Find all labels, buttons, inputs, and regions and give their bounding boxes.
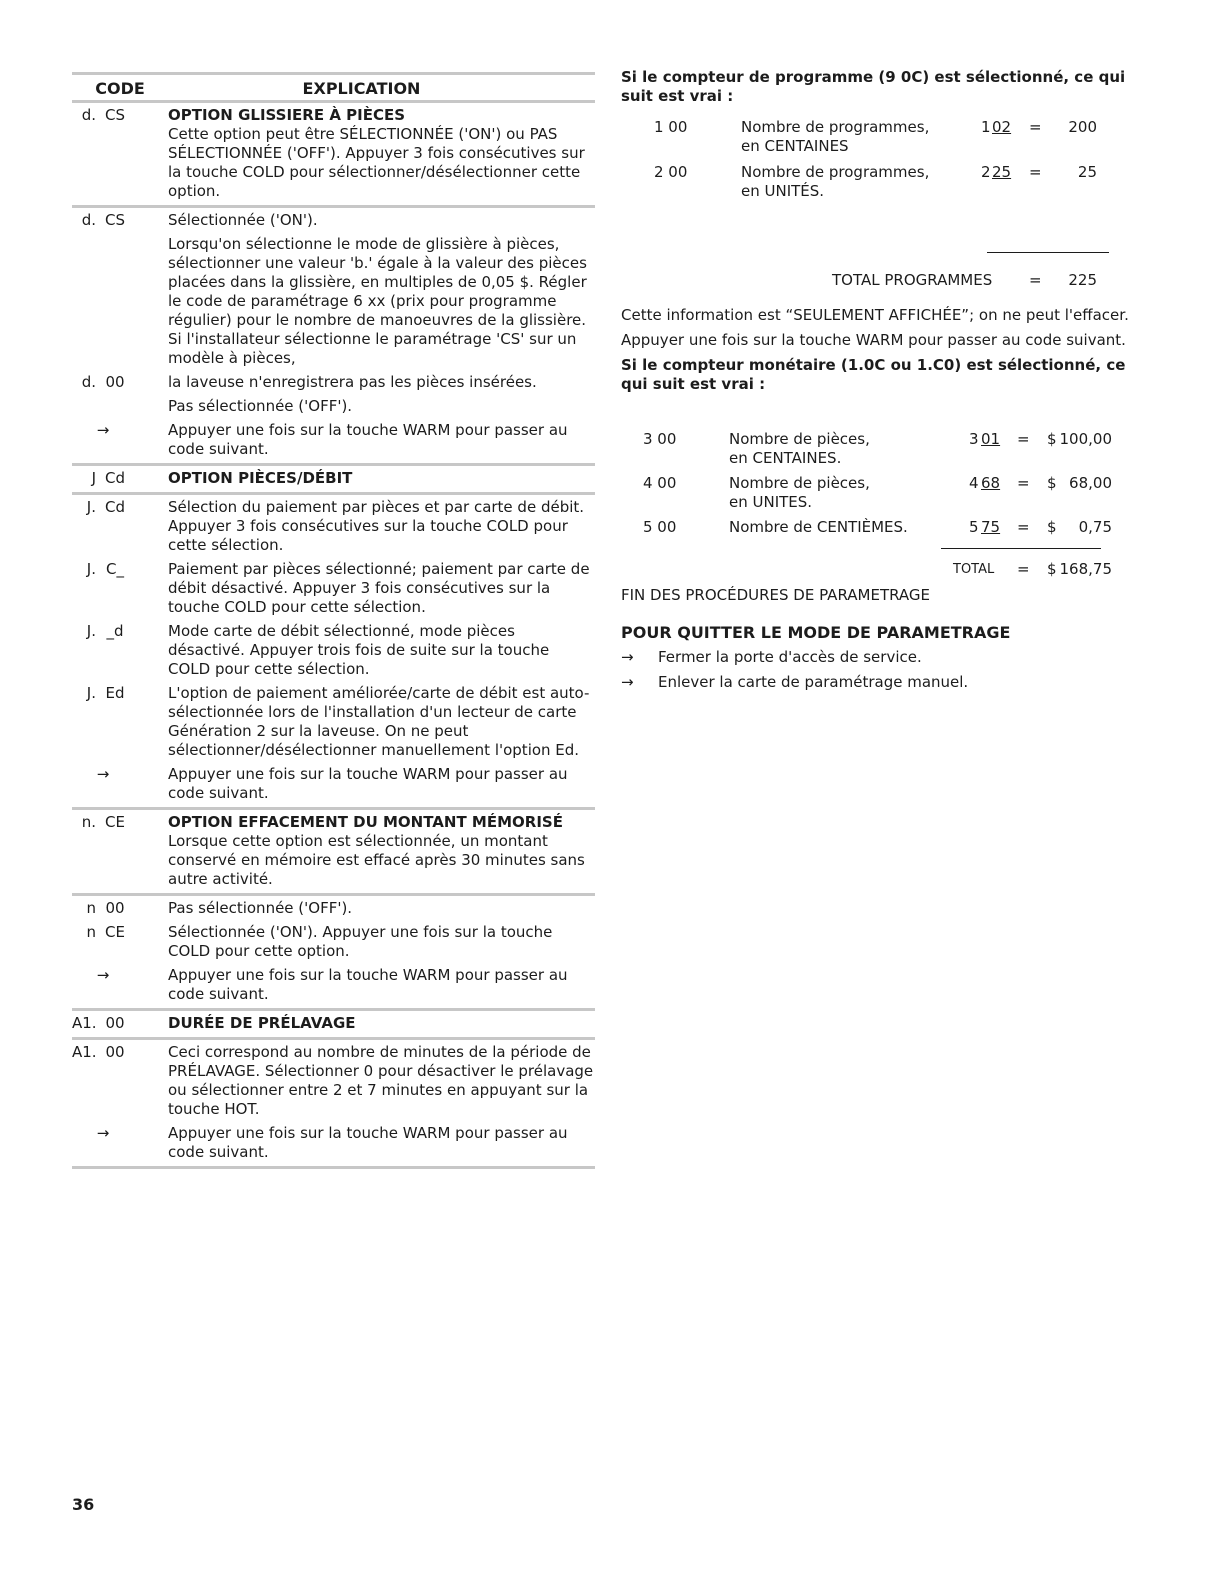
table-row <box>72 1043 595 1119</box>
table-section <box>72 466 595 495</box>
code-letter <box>72 235 96 368</box>
program-counter-heading: Si le compteur de programme (9 0C) est sélectionné, ce qui suit est vrai : <box>621 68 1126 105</box>
table-header <box>72 72 595 103</box>
row-label: Nombre de CENTIÈMES. <box>729 518 908 536</box>
row-label: Nombre de pièces, <box>729 474 870 492</box>
option-description: Paiement par pièces sélectionné; paiement par carte de débit désactivé. Appuyer 3 fois consécutives sur la touche COLD pour cette sélection. <box>168 560 590 616</box>
option-description: Sélectionnée ('ON'). <box>168 211 318 229</box>
table-row <box>72 1124 595 1162</box>
info-display-only: Cette information est “SEULEMENT AFFICHÉE”; on ne peut l'effacer. <box>621 306 1129 324</box>
option-title: DURÉE DE PRÉLAVAGE <box>168 1014 356 1032</box>
quit-step <box>621 673 1151 692</box>
row-currency: $ <box>1047 518 1057 536</box>
row-equals: = <box>1017 518 1030 536</box>
table-row <box>72 899 595 918</box>
code-letter: n <box>86 899 96 917</box>
explication-text <box>134 560 595 617</box>
option-description: Appuyer une fois sur la touche WARM pour passer au code suivant. <box>168 1124 568 1161</box>
money-total-currency: $ <box>1047 560 1057 578</box>
explication-text <box>134 684 595 760</box>
divider-line <box>987 252 1109 253</box>
table-row <box>72 622 595 679</box>
table-section <box>72 208 595 466</box>
code-letter: J. <box>86 560 96 578</box>
explication-text <box>134 106 595 201</box>
code-letter: J. <box>86 498 96 516</box>
quit-step-text: Enlever la carte de paramétrage manuel. <box>658 673 969 691</box>
right-column <box>621 68 1151 698</box>
row-label-2: en UNITES. <box>729 493 813 511</box>
page-number: 36 <box>72 1495 95 1514</box>
option-title: OPTION EFFACEMENT DU MONTANT MÉMORISÉ <box>168 813 563 831</box>
row-label-2: en UNITÉS. <box>741 182 825 200</box>
arrow-icon: → <box>621 673 634 691</box>
explication-text <box>134 813 595 889</box>
money-counter-table <box>621 406 1151 586</box>
row-equals: = <box>1029 163 1042 181</box>
row-label-2: en CENTAINES. <box>729 449 842 467</box>
option-description: Appuyer une fois sur la touche WARM pour passer au code suivant. <box>168 966 568 1003</box>
option-description: Cette option peut être SÉLECTIONNÉE ('ON') ou PAS SÉLECTIONNÉE ('OFF'). Appuyer 3 fois consécutives sur la touche COLD pour sélectionner/désélectionner cette option. <box>168 125 585 200</box>
option-description: la laveuse n'enregistrera pas les pièces insérées. <box>168 373 537 391</box>
row-code: 1 00 <box>654 118 688 136</box>
code-letter: d. <box>81 106 96 124</box>
table-section <box>72 810 595 896</box>
option-description: L'option de paiement améliorée/carte de débit est auto-sélectionnée lors de l'installation d'un lecteur de carte Génération 2 sur la laveuse. On ne peut sélectionner/désélectionner manuellement l'option Ed. <box>168 684 590 759</box>
code-letter: n <box>86 923 96 941</box>
option-description: Ceci correspond au nombre de minutes de la période de PRÉLAVAGE. Sélectionner 0 pour désactiver le prélavage ou sélectionner entre 2 et 7 minutes en appuyant sur la touche HOT. <box>168 1043 594 1118</box>
end-procedures: FIN DES PROCÉDURES DE PARAMETRAGE <box>621 586 931 604</box>
code-value: Cd <box>105 469 125 487</box>
row-result: 200 <box>1068 118 1097 136</box>
table-row <box>72 211 595 230</box>
arrow-icon: → <box>96 1124 110 1142</box>
code-value: C_ <box>106 560 124 578</box>
table-row <box>72 397 595 416</box>
row-result: 100,00 <box>1059 430 1112 448</box>
row-value: 25 <box>992 163 1012 181</box>
code-letter: J. <box>86 684 96 702</box>
explication-text <box>134 622 595 679</box>
row-result: 0,75 <box>1078 518 1112 536</box>
info-press-warm: Appuyer une fois sur la touche WARM pour passer au code suivant. <box>621 331 1126 349</box>
arrow-icon: → <box>621 648 634 666</box>
explication-text <box>134 421 595 459</box>
table-row <box>72 560 595 617</box>
code-value: 00 <box>105 1014 125 1032</box>
code-value: Cd <box>105 498 125 516</box>
option-description: Pas sélectionnée ('OFF'). <box>168 397 353 415</box>
arrow-icon: → <box>96 765 110 783</box>
row-equals: = <box>1017 474 1030 492</box>
table-row <box>72 1014 595 1033</box>
row-label-2: en CENTAINES <box>741 137 849 155</box>
total-programs-label: TOTAL PROGRAMMES <box>832 271 993 289</box>
row-digit: 4 <box>969 474 979 492</box>
table-row <box>72 373 595 392</box>
row-currency: $ <box>1047 430 1057 448</box>
option-description: Pas sélectionnée ('OFF'). <box>168 899 353 917</box>
quit-heading: POUR QUITTER LE MODE DE PARAMETRAGE <box>621 623 1011 642</box>
explication-text <box>134 765 595 803</box>
row-label: Nombre de pièces, <box>729 430 870 448</box>
total-equals: = <box>1029 271 1042 289</box>
code-letter: A1. <box>72 1014 97 1032</box>
quit-step <box>621 648 1151 667</box>
code-value: 00 <box>105 899 125 917</box>
code-value: Ed <box>105 684 125 702</box>
row-code: 5 00 <box>643 518 677 536</box>
money-total-value: 168,75 <box>1059 560 1112 578</box>
table-row <box>72 923 595 961</box>
code-letter: d. <box>81 373 96 391</box>
money-total-label: TOTAL <box>953 562 995 577</box>
code-value: 00 <box>105 373 125 391</box>
explication-text <box>134 923 595 961</box>
row-code: 3 00 <box>643 430 677 448</box>
row-value: 02 <box>992 118 1012 136</box>
explication-text <box>134 1043 595 1119</box>
code-value: _d <box>106 622 124 640</box>
row-value: 01 <box>981 430 1001 448</box>
row-digit: 2 <box>981 163 991 181</box>
arrow-icon: → <box>96 421 110 439</box>
quit-steps <box>621 648 1151 692</box>
row-digit: 3 <box>969 430 979 448</box>
table-section <box>72 896 595 1011</box>
table-section <box>72 103 595 208</box>
table-row <box>72 469 595 488</box>
total-programs-value: 225 <box>1068 271 1097 289</box>
row-equals: = <box>1029 118 1042 136</box>
table-section <box>72 1040 595 1169</box>
row-equals: = <box>1017 430 1030 448</box>
divider-line <box>941 548 1101 549</box>
quit-step-text: Fermer la porte d'accès de service. <box>658 648 922 666</box>
program-counter-table <box>621 118 1151 306</box>
table-section <box>72 1011 595 1040</box>
explication-text <box>134 211 595 230</box>
table-row <box>72 421 595 459</box>
option-description: Lorsqu'on sélectionne le mode de glissière à pièces, sélectionner une valeur 'b.' égale à la valeur des pièces placées dans la glissière, en multiples de 0,05 $. Régler le code de paramétrage 6 xx (prix pour programme régulier) pour le nombre de manoeuvres de la glissière. Si l'installateur sélectionne le paramétrage 'CS' sur un modèle à pièces, <box>168 235 587 367</box>
table-row <box>72 684 595 760</box>
row-code: 2 00 <box>654 163 688 181</box>
row-value: 75 <box>981 518 1001 536</box>
code-letter: d. <box>81 211 96 229</box>
option-description: Sélection du paiement par pièces et par carte de débit. Appuyer 3 fois consécutives sur la touche COLD pour cette sélection. <box>168 498 585 554</box>
code-letter <box>72 397 96 416</box>
explication-text <box>134 966 595 1004</box>
code-letter: J <box>91 469 96 487</box>
explication-text <box>134 899 595 918</box>
table-row <box>72 498 595 555</box>
explication-text <box>134 1124 595 1162</box>
option-title: OPTION GLISSIERE À PIÈCES <box>168 106 406 124</box>
money-counter-heading: Si le compteur monétaire (1.0C ou 1.C0) est sélectionné, ce qui suit est vrai : <box>621 356 1126 393</box>
header-explication: EXPLICATION <box>302 79 421 98</box>
code-value: CS <box>105 106 125 124</box>
explication-text <box>134 469 595 488</box>
code-letter: n. <box>81 813 96 831</box>
option-description: Appuyer une fois sur la touche WARM pour passer au code suivant. <box>168 421 568 458</box>
code-value: CS <box>105 211 125 229</box>
explication-text <box>134 235 595 368</box>
code-letter: A1. <box>72 1043 97 1061</box>
explication-text <box>134 397 595 416</box>
table-row <box>72 813 595 889</box>
table-row <box>72 765 595 803</box>
code-value <box>96 397 134 416</box>
row-result: 68,00 <box>1069 474 1112 492</box>
row-digit: 5 <box>969 518 979 536</box>
table-section <box>72 495 595 810</box>
row-result: 25 <box>1077 163 1097 181</box>
row-label: Nombre de programmes, <box>741 118 930 136</box>
table-row <box>72 106 595 201</box>
option-description: Appuyer une fois sur la touche WARM pour passer au code suivant. <box>168 765 568 802</box>
explication-text <box>134 1014 595 1033</box>
row-label: Nombre de programmes, <box>741 163 930 181</box>
row-value: 68 <box>981 474 1001 492</box>
header-code: CODE <box>95 79 145 98</box>
row-currency: $ <box>1047 474 1057 492</box>
option-description: Sélectionnée ('ON'). Appuyer une fois sur la touche COLD pour cette option. <box>168 923 553 960</box>
explication-text <box>134 498 595 555</box>
table-row <box>72 966 595 1004</box>
table-row <box>72 235 595 368</box>
option-title: OPTION PIÈCES/DÉBIT <box>168 469 353 487</box>
code-table <box>72 72 595 1169</box>
arrow-icon: → <box>96 966 110 984</box>
option-description: Lorsque cette option est sélectionnée, un montant conservé en mémoire est effacé après 30 minutes sans autre activité. <box>168 832 585 888</box>
money-total-equals: = <box>1017 560 1030 578</box>
code-letter: J. <box>86 622 96 640</box>
explication-text <box>134 373 595 392</box>
row-digit: 1 <box>981 118 991 136</box>
code-value: CE <box>105 813 125 831</box>
code-value: CE <box>105 923 125 941</box>
option-description: Mode carte de débit sélectionné, mode pièces désactivé. Appuyer trois fois de suite sur la touche COLD pour cette sélection. <box>168 622 550 678</box>
code-value <box>96 235 134 368</box>
row-code: 4 00 <box>643 474 677 492</box>
code-value: 00 <box>105 1043 125 1061</box>
